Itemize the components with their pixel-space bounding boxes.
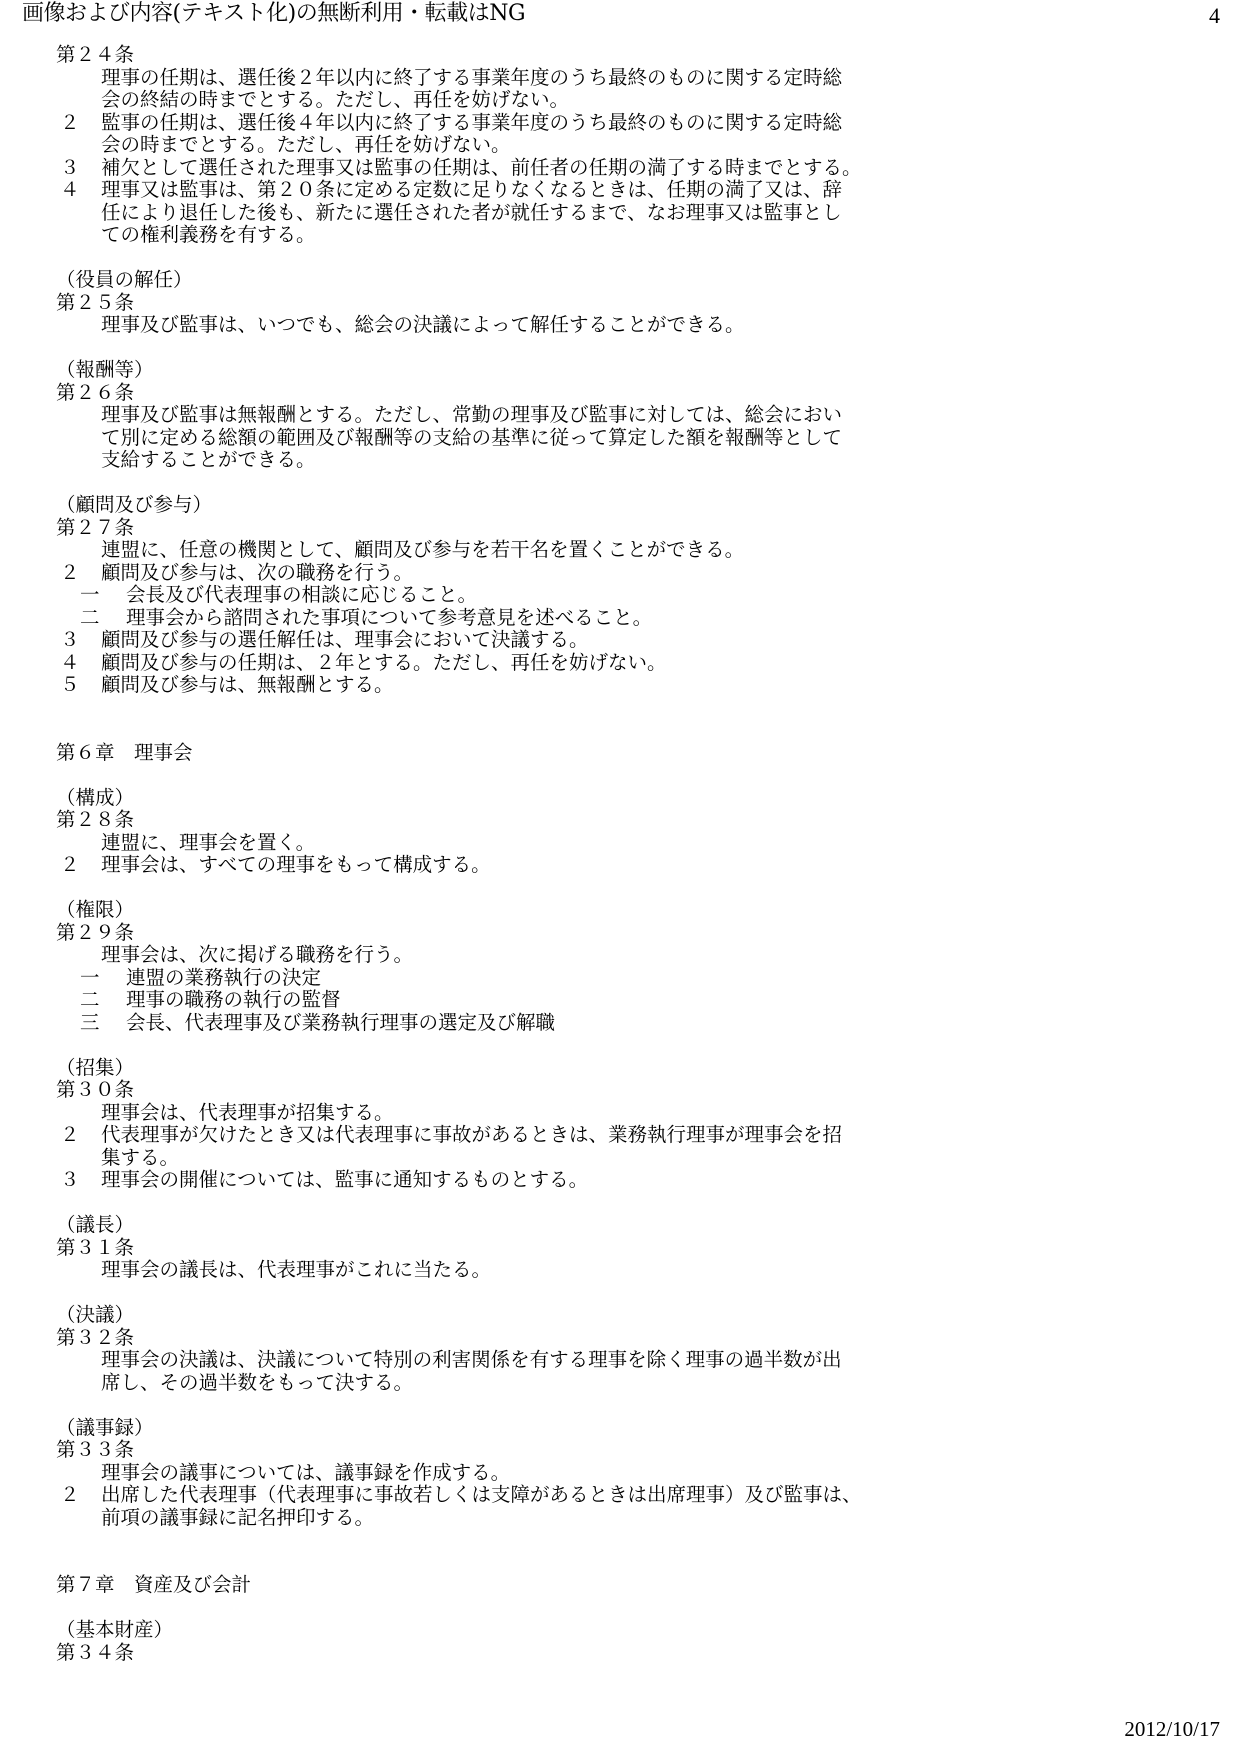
paragraph-line: 理事及び監事は、いつでも、総会の決議によって解任することができる。 [101,313,745,336]
article-caption: （議事録） [56,1415,154,1439]
paragraph-line: 連盟に、任意の機関として、顧問及び参与を若干名を置くことができる。 [101,538,745,561]
article-caption: （顧問及び参与） [56,493,213,516]
item-number: 三 [80,1010,100,1034]
paragraph-number: ２ [60,853,80,876]
paragraph-line: 理事会は、代表理事が招集する。 [101,1100,394,1124]
paragraph-line: 理事会は、次に掲げる職務を行う。 [101,943,414,966]
article-caption: （決議） [56,1303,135,1326]
paragraph-line: 顧問及び参与は、無報酬とする。 [101,673,394,696]
paragraph-line: 前項の議事録に記名押印する。 [101,1505,375,1529]
paragraph-number: ２ [60,560,80,584]
paragraph-number: ２ [60,110,80,134]
paragraph-number: ３ [60,628,80,651]
paragraph-line: 会の終結の時までとする。ただし、再任を妨げない。 [101,88,570,111]
article-title: 第３１条 [56,1235,135,1259]
paragraph-line: 席し、その過半数をもって決する。 [101,1370,414,1394]
item-number: 二 [80,988,100,1011]
paragraph-line: 出席した代表理事（代表理事に事故若しくは支障があるときは出席理事）及び監事は、 [101,1483,862,1506]
paragraph-line: 代表理事が欠けたとき又は代表理事に事故があるときは、業務執行理事が理事会を招 [101,1123,843,1146]
paragraph-line: 顧問及び参与の選任解任は、理事会において決議する。 [101,628,589,651]
chapter-title: 第７章 資産及び会計 [56,1573,252,1596]
item-text: 連盟の業務執行の決定 [126,965,322,989]
paragraph-line: 理事会の開催については、監事に通知するものとする。 [101,1168,589,1191]
paragraph-number: ４ [60,178,80,201]
paragraph-line: 顧問及び参与は、次の職務を行う。 [101,560,414,584]
article-title: 第３３条 [56,1438,135,1461]
article-caption: （議長） [56,1213,135,1236]
article-caption: （招集） [56,1055,135,1079]
article-caption: （報酬等） [56,358,154,381]
item-number: 一 [80,965,100,989]
paragraph-line: 会の時までとする。ただし、再任を妨げない。 [101,133,511,156]
paragraph-line: 任により退任した後も、新たに選任された者が就任するまで、なお理事又は監事とし [101,200,842,224]
article-title: 第２７条 [56,515,135,539]
item-number: 二 [80,605,100,629]
paragraph-line: 支給することができる。 [101,448,316,471]
article-title: 第２８条 [56,808,135,831]
paragraph-line: 理事会の議長は、代表理事がこれに当たる。 [101,1258,492,1281]
article-caption: （構成） [56,785,135,809]
item-number: 一 [80,583,100,606]
paragraph-line: 理事及び監事は無報酬とする。ただし、常勤の理事及び監事に対しては、総会におい [101,403,843,426]
paragraph-number: ３ [60,1168,80,1191]
article-title: 第３４条 [56,1640,135,1664]
article-title: 第３２条 [56,1325,135,1349]
article-caption: （基本財産） [56,1618,174,1641]
copyright-notice: 画像および内容(テキスト化)の無断利用・転載はNG [22,1,526,26]
paragraph-line: 理事の任期は、選任後２年以内に終了する事業年度のうち最終のものに関する定時総 [101,65,843,89]
paragraph-line: 理事会の議事については、議事録を作成する。 [101,1460,511,1484]
paragraph-number: ５ [60,673,80,696]
paragraph-number: ２ [60,1483,80,1506]
article-title: 第２５条 [56,290,135,314]
item-text: 理事の職務の執行の監督 [126,988,341,1011]
paragraph-line: 連盟に、理事会を置く。 [101,830,316,854]
paragraph-line: て別に定める総額の範囲及び報酬等の支給の基準に従って算定した額を報酬等として [101,425,843,449]
paragraph-line: 補欠として選任された理事又は監事の任期は、前任者の任期の満了する時までとする。 [101,155,862,179]
item-text: 会長及び代表理事の相談に応じること。 [126,583,478,606]
article-title: 第２６条 [56,380,135,404]
item-text: 理事会から諮問された事項について参考意見を述べること。 [126,605,653,629]
paragraph-number: ３ [60,155,80,179]
article-caption: （役員の解任） [56,268,193,291]
article-title: 第３０条 [56,1078,135,1101]
paragraph-line: 顧問及び参与の任期は、２年とする。ただし、再任を妨げない。 [101,650,667,674]
paragraph-line: 理事会は、すべての理事をもって構成する。 [101,853,491,876]
paragraph-line: 理事又は監事は、第２０条に定める定数に足りなくなるときは、任期の満了又は、辞 [101,178,843,201]
chapter-title: 第６章 理事会 [56,740,193,764]
paragraph-line: ての権利義務を有する。 [101,223,316,246]
footer-date: 2012/10/17 [1124,1717,1220,1741]
document-body [56,44,1216,1664]
item-text: 会長、代表理事及び業務執行理事の選定及び解職 [126,1010,556,1034]
paragraph-number: ２ [60,1123,80,1146]
article-title: 第２９条 [56,920,135,944]
article-title: 第２４条 [56,43,135,66]
page-number: 4 [1209,3,1220,28]
paragraph-line: 理事会の決議は、決議について特別の利害関係を有する理事を除く理事の過半数が出 [101,1348,842,1371]
paragraph-number: ４ [60,650,80,674]
article-caption: （権限） [56,898,135,921]
paragraph-line: 集する。 [101,1145,180,1169]
paragraph-line: 監事の任期は、選任後４年以内に終了する事業年度のうち最終のものに関する定時総 [101,110,843,134]
